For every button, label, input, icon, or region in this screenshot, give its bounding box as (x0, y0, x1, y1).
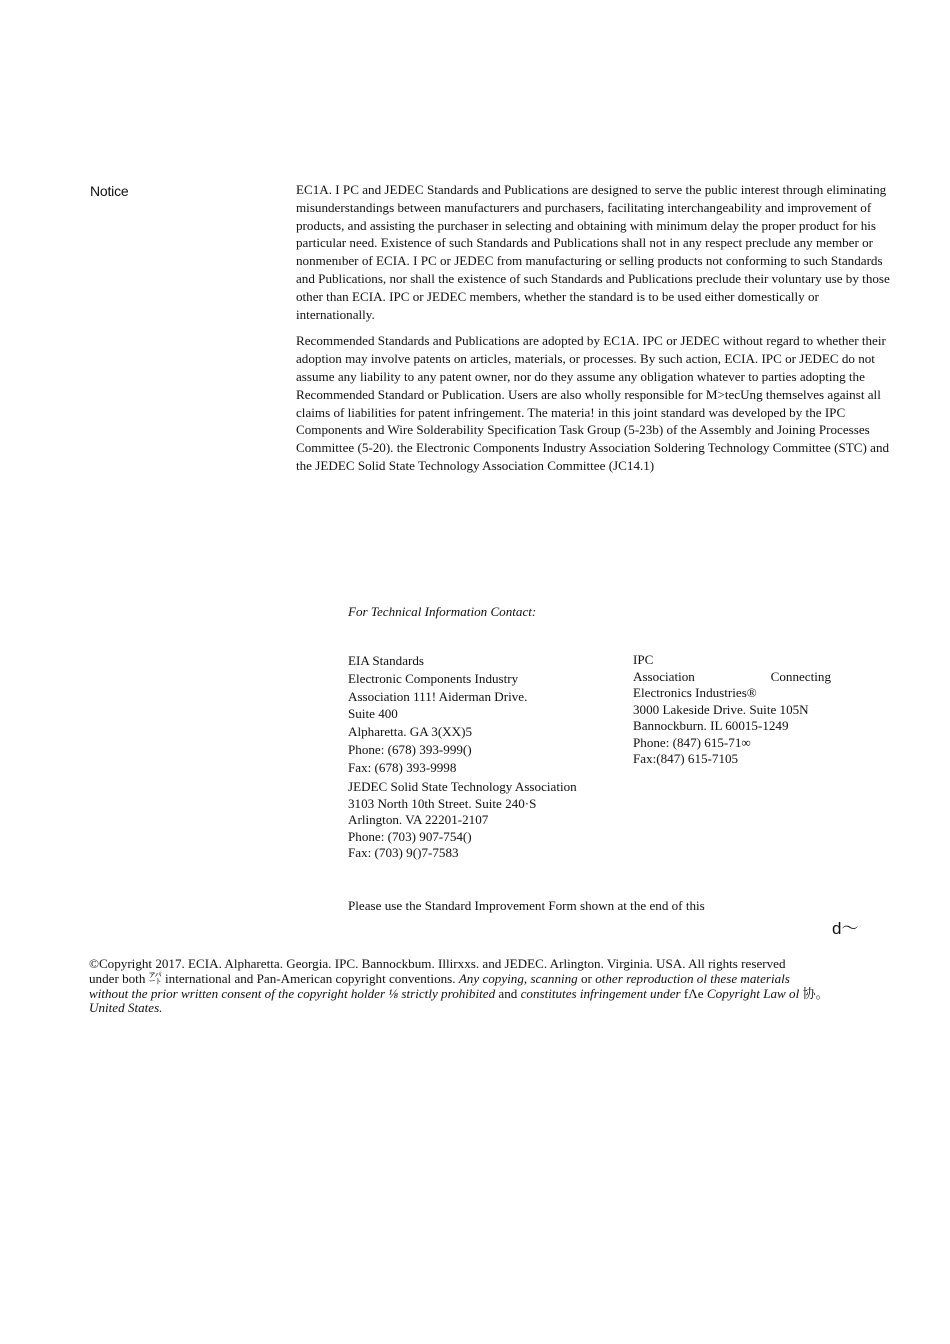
copyright-italic: constitutes infringement under (520, 985, 681, 1001)
ipc-association-word: Association (633, 668, 695, 684)
copyright-line-1: ©Copyright 2017. ECIA. Alpharetta. Georgia. IPC. Bannockbum. Illirxxs. and JEDEC. Arlington. Virginia. USA. All rights reserved (89, 956, 786, 971)
jedec-line: JEDEC Solid State Technology Association (348, 779, 577, 794)
ipc-phone: Phone: (847) 615-71∞ (633, 734, 751, 750)
ipc-fax: Fax:(847) 615-7105 (633, 751, 739, 766)
copyright-text: and (498, 985, 518, 1001)
ipc-line: Electronics Industries® (633, 685, 757, 700)
eia-contact-block (348, 652, 618, 777)
jedec-phone: Phone: (703) 907-754() (348, 828, 472, 844)
copyright-text: under both ㌀ international and Pan-American copyright conventions. (89, 970, 456, 986)
eia-line: Association 111! Aiderman Drive. (348, 688, 528, 704)
copyright-text: or (581, 970, 592, 986)
copyright-italic: Any copying, scanning (458, 970, 578, 986)
contact-heading: For Technical Information Contact: (348, 604, 537, 619)
copyright-italic: other reproduction ol these materials (595, 970, 790, 986)
ipc-association-line (633, 669, 831, 686)
ipc-line: 3000 Lakeside Drive. Suite 105N (633, 701, 809, 717)
eia-fax: Fax: (678) 393-9998 (348, 759, 457, 775)
copyright-line-3 (89, 987, 901, 1002)
jedec-contact-block (348, 779, 577, 862)
copyright-text: fΛe (683, 985, 704, 1001)
ipc-line: Bannockburn. IL 60015-1249 (633, 718, 789, 733)
notice-paragraph-2: Recommended Standards and Publications are adopted by EC1A. IPC or JEDEC without regard to whether their adoption may involve patents on articles, materials, or processes. By such action, ECIA. IPC or JEDEC do not assume any liability to any patent owner, nor do they assume any obligation whatever to parties adopting the Recommended Standard or Publication. Users are also wholly responsible for M>tecUng themselves against all claims of liabilities for patent infringement. The materia! in this joint standard was developed by the IPC Components and Wire Solderability Specification Task Group (5-23b) of the Assembly and Joining Processes Committee (5-20). the Electronic Components Industry Association Soldering Technology Committee (STC) and the JEDEC Solid State Technology Association Committee (JC14.1) (296, 333, 890, 473)
ipc-contact-block (633, 652, 853, 768)
jedec-line: 3103 North 10th Street. Suite 240·S (348, 795, 537, 811)
copyright-line-4: United States. (89, 1000, 163, 1016)
copyright-italic: Copyright Law ol (706, 985, 800, 1001)
copyright-notice (89, 957, 901, 1016)
eia-line: EIA Standards (348, 653, 425, 668)
notice-paragraph-1: EC1A. I PC and JEDEC Standards and Publications are designed to serve the public interest through eliminating misunderstandings between manufacturers and purchasers, facilitating interchangeability and improvement of products, and assisting the purchaser in selecting and obtaining with minimum delay the proper product for his particular need. Existence of such Standards and Publications shall not in any respect preclude any member or nonmenıber of ECIA. I PC or JEDEC from manufacturing or selling products not conforming to such Standards and Publications, nor shall the existence of such Standards and Publications preclude their voluntary use by those other than ECIA. IPC or JEDEC members, whether the standard is to be used either domestically or internationally. (296, 182, 890, 322)
improvement-note: Please use the Standard Improvement Form shown at the end of this (348, 898, 705, 913)
copyright-line-2 (89, 972, 901, 987)
eia-line: Alpharetta. GA 3(XX)5 (348, 724, 472, 740)
eia-phone: Phone: (678) 393-999() (348, 741, 472, 757)
eia-line: Suite 400 (348, 706, 398, 722)
ipc-connecting-word: Connecting (770, 668, 831, 684)
jedec-line: Arlington. VA 22201-2107 (348, 812, 489, 828)
notice-label: Notice (90, 183, 129, 199)
copyright-italic: without the prior written consent of the copyright holder ⅛ strictly prohibited (89, 985, 496, 1001)
jedec-fax: Fax: (703) 9()7-7583 (348, 845, 459, 861)
notice-body (296, 181, 890, 484)
eia-line: Electronic Components Industry (348, 670, 519, 686)
copyright-text: 协。 (802, 985, 829, 1001)
corner-mark: d〜 (832, 919, 859, 938)
ipc-name: IPC (633, 652, 654, 667)
